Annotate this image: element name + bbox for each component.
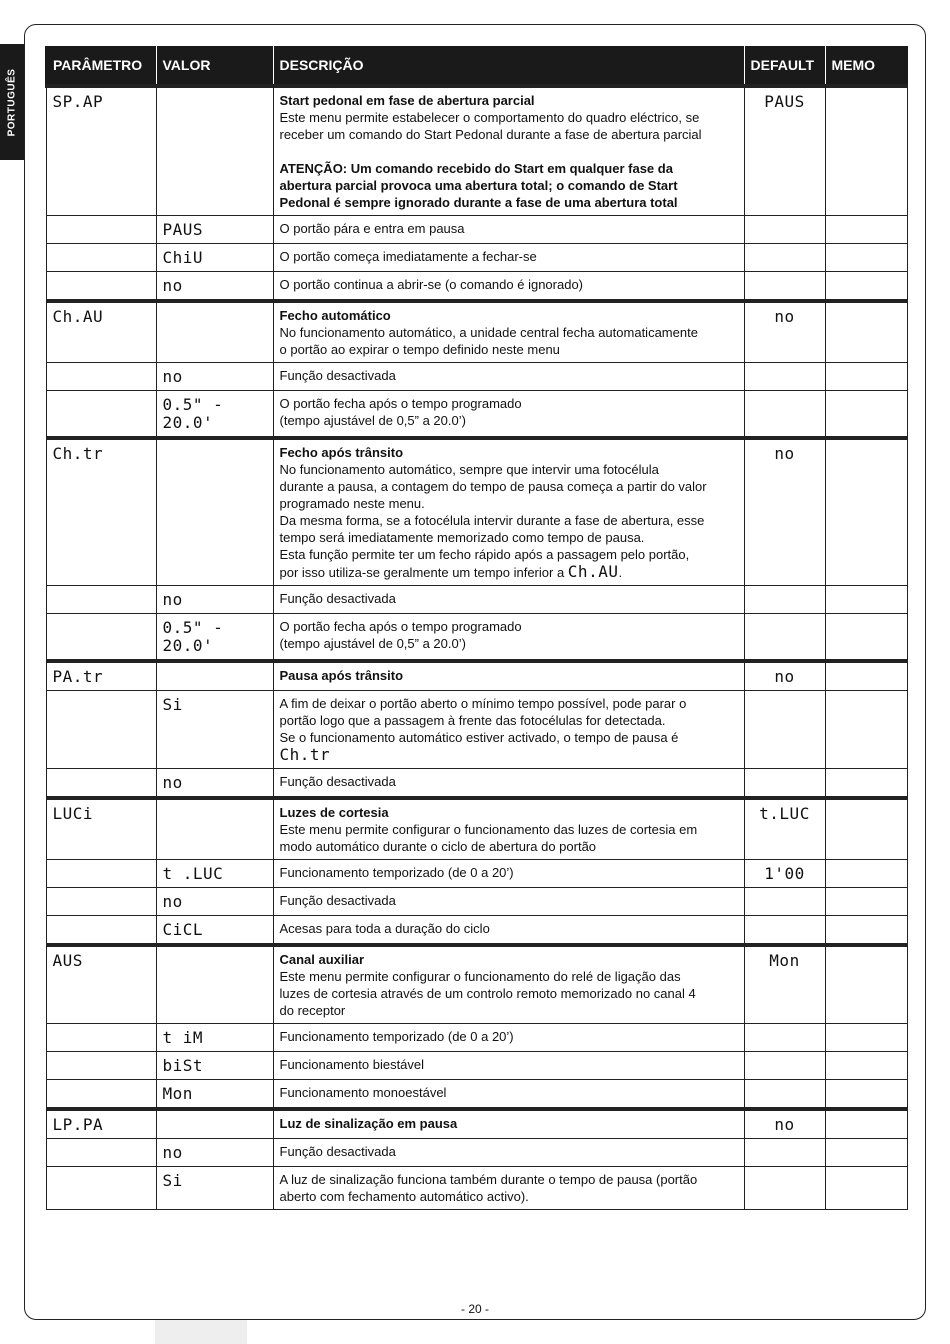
header-descricao: DESCRIÇÃO [273, 46, 744, 86]
description-cell [273, 614, 744, 662]
parameter-cell: Ch.AU [46, 301, 156, 363]
memo-cell [825, 769, 907, 799]
table-row [46, 363, 907, 391]
description-text: . [618, 565, 623, 580]
value-cell [156, 661, 273, 691]
memo-cell [825, 586, 907, 614]
parameter-cell [46, 860, 156, 888]
description-line: A luz de sinalização funciona também durante o tempo de pausa (portão [279, 1172, 698, 1187]
description-line: O portão fecha após o tempo programado [279, 619, 522, 634]
parameter-cell [46, 391, 156, 439]
parameter-cell [46, 1080, 156, 1110]
description-line: O portão continua a abrir-se (o comando é ignorado) [279, 277, 584, 292]
header-memo: MEMO [825, 46, 907, 86]
memo-cell [825, 1052, 907, 1080]
description-title: Luz de sinalização em pausa [279, 1116, 458, 1131]
description-cell [273, 1080, 744, 1110]
memo-cell [825, 888, 907, 916]
memo-cell [825, 244, 907, 272]
memo-cell [825, 391, 907, 439]
default-cell [744, 272, 825, 302]
memo-cell [825, 86, 907, 216]
default-cell: no [744, 1109, 825, 1139]
memo-cell [825, 1167, 907, 1210]
default-cell: no [744, 301, 825, 363]
default-cell [744, 916, 825, 946]
description-line: Acesas para toda a duração do ciclo [279, 921, 490, 936]
memo-cell [825, 798, 907, 860]
value-cell: t iM [156, 1024, 273, 1052]
value-cell: no [156, 1139, 273, 1167]
description-cell [273, 216, 744, 244]
description-line: Função desactivada [279, 893, 396, 908]
description-line: luzes de cortesia através de um controlo remoto memorizado no canal 4 [279, 986, 696, 1001]
parameter-reference: Ch.tr [279, 745, 331, 764]
description-cell [273, 1024, 744, 1052]
default-cell [744, 216, 825, 244]
table-row [46, 1024, 907, 1052]
value-cell [156, 945, 273, 1024]
page-number: - 20 - [460, 1302, 489, 1316]
parameter-cell [46, 244, 156, 272]
description-spacer [280, 143, 738, 160]
value-cell: no [156, 586, 273, 614]
default-cell: no [744, 661, 825, 691]
default-cell [744, 691, 825, 769]
table-row [46, 798, 907, 860]
parameter-cell [46, 916, 156, 946]
warning-line: abertura parcial provoca uma abertura total; o comando de Start [279, 178, 678, 193]
memo-cell [825, 691, 907, 769]
parameter-table [45, 46, 908, 1210]
description-line: Função desactivada [279, 368, 396, 383]
footer-tab [155, 1320, 247, 1344]
default-cell: PAUS [744, 86, 825, 216]
warning-line: Pedonal é sempre ignorado durante a fase de uma abertura total [279, 195, 678, 210]
value-cell: 0.5" - 20.0' [156, 614, 273, 662]
description-cell [273, 363, 744, 391]
table-row [46, 916, 907, 946]
memo-cell [825, 945, 907, 1024]
table-row [46, 272, 907, 302]
value-cell [156, 1109, 273, 1139]
parameter-cell: LUCi [46, 798, 156, 860]
default-cell: t.LUC [744, 798, 825, 860]
default-cell [744, 1139, 825, 1167]
description-cell [273, 888, 744, 916]
description-line: durante a pausa, a contagem do tempo de pausa começa a partir do valor [279, 479, 707, 494]
description-cell [273, 244, 744, 272]
header-default: DEFAULT [744, 46, 825, 86]
description-title: Pausa após trânsito [279, 668, 404, 683]
value-cell: biSt [156, 1052, 273, 1080]
default-cell: 1'00 [744, 860, 825, 888]
table-row [46, 1109, 907, 1139]
description-title: Canal auxiliar [279, 952, 365, 967]
description-line: No funcionamento automático, a unidade central fecha automaticamente [279, 325, 698, 340]
description-line: modo automático durante o ciclo de abertura do portão [279, 839, 597, 854]
memo-cell [825, 1024, 907, 1052]
parameter-cell: LP.PA [46, 1109, 156, 1139]
description-line: O portão começa imediatamente a fechar-se [279, 249, 537, 264]
table-row [46, 661, 907, 691]
language-tab [0, 44, 24, 160]
default-cell [744, 1080, 825, 1110]
description-line: Este menu permite configurar o funcionamento das luzes de cortesia em [279, 822, 698, 837]
description-title: Luzes de cortesia [279, 805, 389, 820]
description-line: Funcionamento monoestável [279, 1085, 447, 1100]
description-cell [273, 916, 744, 946]
description-title: Start pedonal em fase de abertura parcial [279, 93, 535, 108]
description-cell [273, 945, 744, 1024]
default-cell [744, 1052, 825, 1080]
default-cell [744, 363, 825, 391]
parameter-cell: Ch.tr [46, 438, 156, 586]
memo-cell [825, 216, 907, 244]
parameter-cell [46, 586, 156, 614]
description-line: Função desactivada [279, 591, 396, 606]
default-cell [744, 244, 825, 272]
value-cell [156, 86, 273, 216]
value-cell: PAUS [156, 216, 273, 244]
memo-cell [825, 1080, 907, 1110]
description-line: tempo será imediatamente memorizado como tempo de pausa. [279, 530, 645, 545]
description-cell [273, 798, 744, 860]
table-row [46, 301, 907, 363]
description-line: O portão pára e entra em pausa [279, 221, 465, 236]
description-text: por isso utiliza-se geralmente um tempo inferior a [279, 565, 568, 580]
parameter-cell [46, 1139, 156, 1167]
description-cell [273, 1052, 744, 1080]
description-line: Esta função permite ter um fecho rápido após a passagem pelo portão, [279, 547, 690, 562]
parameter-cell: AUS [46, 945, 156, 1024]
table-row [46, 586, 907, 614]
description-cell [273, 1167, 744, 1210]
description-line: (tempo ajustável de 0,5” a 20.0’) [279, 636, 466, 651]
value-cell [156, 301, 273, 363]
parameter-cell [46, 1052, 156, 1080]
value-cell: 0.5" - 20.0' [156, 391, 273, 439]
default-cell [744, 586, 825, 614]
table-row [46, 945, 907, 1024]
description-line: (tempo ajustável de 0,5” a 20.0’) [279, 413, 466, 428]
value-cell: t .LUC [156, 860, 273, 888]
value-cell: no [156, 363, 273, 391]
parameter-cell [46, 272, 156, 302]
description-line [280, 563, 738, 581]
memo-cell [825, 301, 907, 363]
memo-cell [825, 363, 907, 391]
default-cell: Mon [744, 945, 825, 1024]
description-line: Funcionamento biestável [279, 1057, 425, 1072]
description-line: O portão fecha após o tempo programado [279, 396, 522, 411]
value-cell: no [156, 272, 273, 302]
table-row [46, 244, 907, 272]
description-cell [273, 301, 744, 363]
value-cell: Mon [156, 1080, 273, 1110]
description-line: programado neste menu. [279, 496, 425, 511]
description-line: Função desactivada [279, 1144, 396, 1159]
description-line: Da mesma forma, se a fotocélula intervir durante a fase de abertura, esse [279, 513, 705, 528]
description-line: Se o funcionamento automático estiver activado, o tempo de pausa é [279, 730, 679, 745]
table-row [46, 888, 907, 916]
language-tab-label: PORTUGUÊS [6, 68, 18, 136]
description-line: receber um comando do Start Pedonal durante a fase de abertura parcial [279, 127, 702, 142]
default-cell [744, 1024, 825, 1052]
parameter-cell [46, 1167, 156, 1210]
default-cell [744, 888, 825, 916]
table-row [46, 614, 907, 662]
table-row [46, 1080, 907, 1110]
description-line [280, 746, 738, 764]
memo-cell [825, 916, 907, 946]
description-cell [273, 1139, 744, 1167]
table-header [46, 46, 907, 86]
description-line: Este menu permite configurar o funcionamento do relé de ligação das [279, 969, 681, 984]
table-row [46, 691, 907, 769]
default-cell: no [744, 438, 825, 586]
parameter-cell: PA.tr [46, 661, 156, 691]
value-cell [156, 798, 273, 860]
description-cell [273, 691, 744, 769]
parameter-cell [46, 691, 156, 769]
default-cell [744, 391, 825, 439]
memo-cell [825, 661, 907, 691]
description-line: portão logo que a passagem à frente das fotocélulas for detectada. [279, 713, 666, 728]
header-parametro: PARÂMETRO [46, 46, 156, 86]
description-line: Função desactivada [279, 774, 396, 789]
description-cell [273, 272, 744, 302]
table-row [46, 86, 907, 216]
value-cell: ChiU [156, 244, 273, 272]
table-row [46, 438, 907, 586]
table-row [46, 391, 907, 439]
description-cell [273, 1109, 744, 1139]
description-line: Este menu permite estabelecer o comportamento do quadro eléctrico, se [279, 110, 700, 125]
description-cell [273, 438, 744, 586]
value-cell: Si [156, 691, 273, 769]
table-row [46, 1167, 907, 1210]
description-cell [273, 391, 744, 439]
table-row [46, 1052, 907, 1080]
description-line: A fim de deixar o portão aberto o mínimo tempo possível, pode parar o [279, 696, 687, 711]
description-line: do receptor [279, 1003, 346, 1018]
description-line: No funcionamento automático, sempre que intervir uma fotocélula [279, 462, 659, 477]
description-cell [273, 86, 744, 216]
parameter-cell [46, 769, 156, 799]
description-line: Funcionamento temporizado (de 0 a 20’) [279, 865, 514, 880]
memo-cell [825, 438, 907, 586]
default-cell [744, 614, 825, 662]
description-cell [273, 769, 744, 799]
memo-cell [825, 860, 907, 888]
memo-cell [825, 614, 907, 662]
description-cell [273, 661, 744, 691]
description-title: Fecho automático [279, 308, 391, 323]
description-cell [273, 860, 744, 888]
parameter-cell [46, 363, 156, 391]
value-cell: Si [156, 1167, 273, 1210]
parameter-cell [46, 614, 156, 662]
table-row [46, 860, 907, 888]
parameter-reference: Ch.AU [567, 562, 619, 581]
parameter-cell [46, 1024, 156, 1052]
parameter-cell [46, 888, 156, 916]
value-cell: no [156, 769, 273, 799]
table-row [46, 1139, 907, 1167]
parameter-cell: SP.AP [46, 86, 156, 216]
memo-cell [825, 272, 907, 302]
value-cell [156, 438, 273, 586]
default-cell [744, 1167, 825, 1210]
table-row [46, 769, 907, 799]
value-cell: CiCL [156, 916, 273, 946]
parameter-cell [46, 216, 156, 244]
memo-cell [825, 1109, 907, 1139]
table-row [46, 216, 907, 244]
warning-line: ATENÇÃO: Um comando recebido do Start em qualquer fase da [279, 161, 673, 176]
description-line: o portão ao expirar o tempo definido neste menu [279, 342, 560, 357]
description-cell [273, 586, 744, 614]
value-cell: no [156, 888, 273, 916]
default-cell [744, 769, 825, 799]
description-line: aberto com fechamento automático activo). [279, 1189, 529, 1204]
description-line: Funcionamento temporizado (de 0 a 20’) [279, 1029, 514, 1044]
description-title: Fecho após trânsito [279, 445, 404, 460]
memo-cell [825, 1139, 907, 1167]
header-valor: VALOR [156, 46, 273, 86]
